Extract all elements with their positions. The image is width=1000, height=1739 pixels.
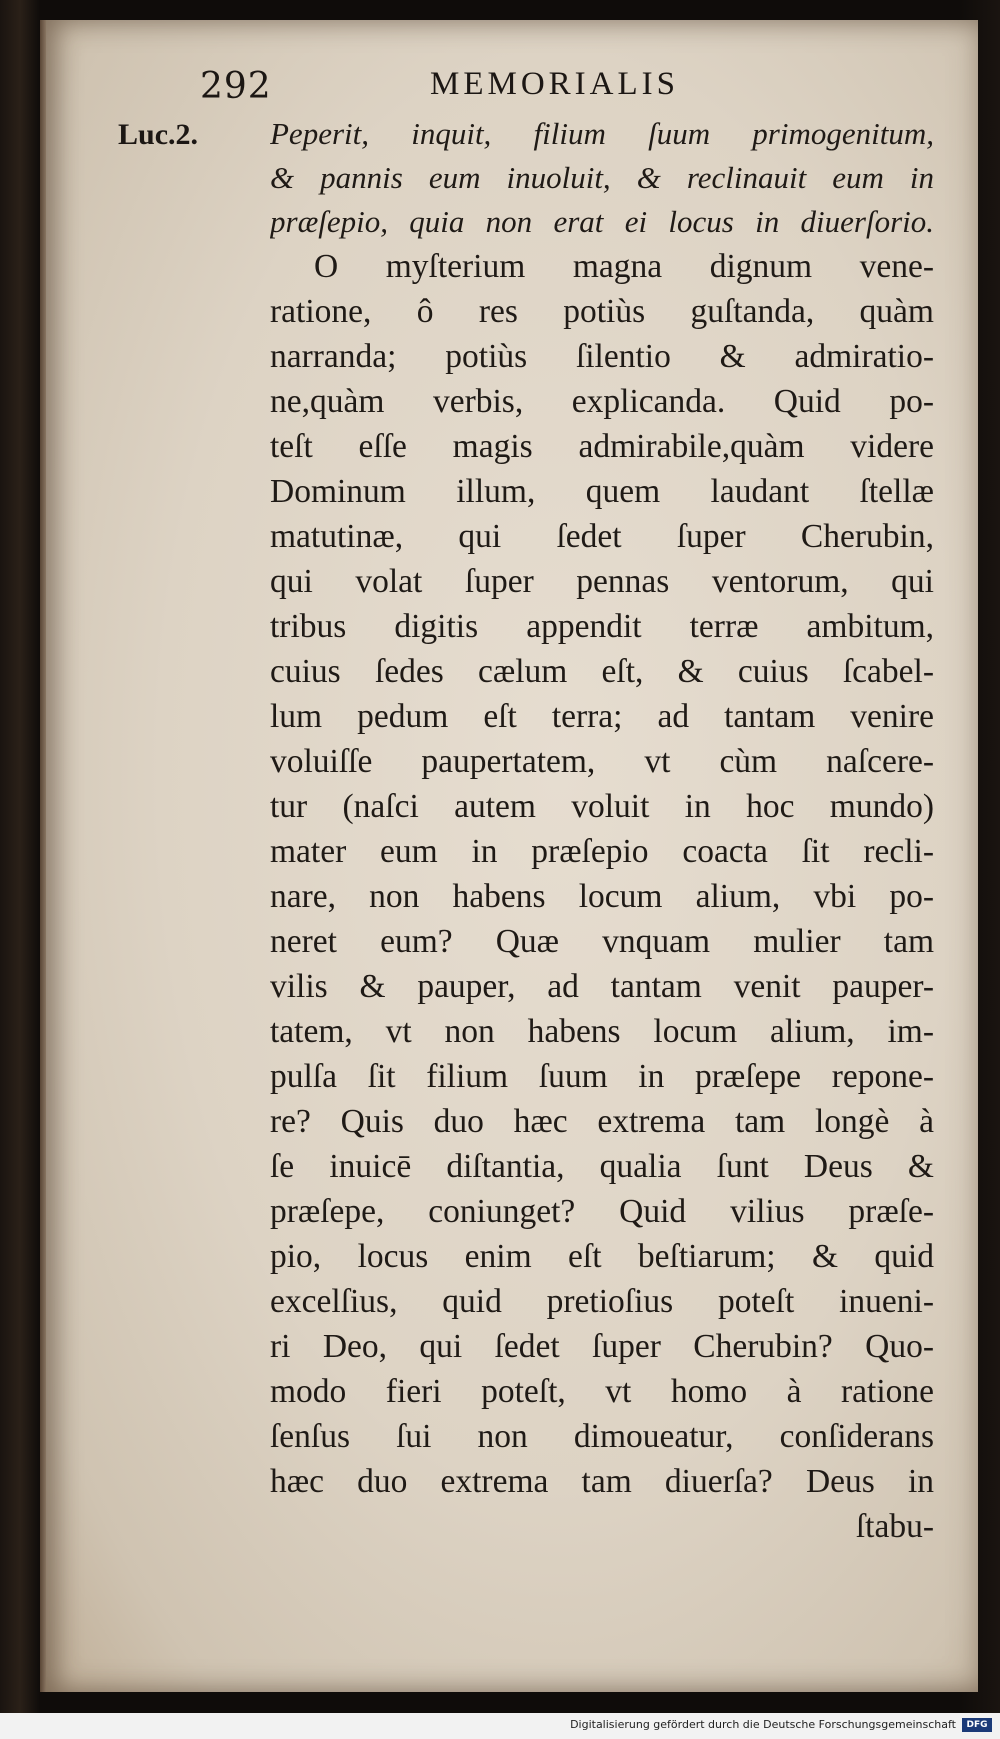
text-line: ri Deo, qui ſedet ſuper Cherubin? Quo- bbox=[270, 1328, 934, 1365]
running-title: MEMORIALIS bbox=[430, 66, 680, 102]
text-line: tribus digitis appendit terræ ambitum, bbox=[270, 608, 934, 645]
text-line: Dominum illum, quem laudant ſtellæ bbox=[270, 473, 934, 510]
text-line: hæc duo extrema tam diuerſa? Deus in bbox=[270, 1463, 934, 1500]
running-head bbox=[0, 66, 1000, 110]
text-line: matutinæ, qui ſedet ſuper Cherubin, bbox=[270, 518, 934, 555]
text-line: re? Quis duo hæc extrema tam longè à bbox=[270, 1103, 934, 1140]
text-line: mater eum in præſepio coacta ſit recli- bbox=[270, 833, 934, 870]
catchword: ſtabu- bbox=[855, 1508, 934, 1545]
text-line: præſepio, quia non erat ei locus in diuerſorio. bbox=[270, 204, 934, 239]
text-line: ratione, ô res potiùs guſtanda, quàm bbox=[270, 293, 934, 330]
text-line: tatem, vt non habens locum alium, im- bbox=[270, 1013, 934, 1050]
text-line: teſt eſſe magis admirabile,quàm videre bbox=[270, 428, 934, 465]
text-line: tur (naſci autem voluit in hoc mundo) bbox=[270, 788, 934, 825]
text-line: ne,quàm verbis, explicanda. Quid po- bbox=[270, 383, 934, 420]
text-line: vilis & pauper, ad tantam venit pauper- bbox=[270, 968, 934, 1005]
text-line: pulſa ſit filium ſuum in præſepe repone- bbox=[270, 1058, 934, 1095]
body-text bbox=[270, 112, 934, 1549]
text-line: voluiſſe paupertatem, vt cùm naſcere- bbox=[270, 743, 934, 780]
text-line: ſenſus ſui non dimoueatur, conſiderans bbox=[270, 1418, 934, 1455]
text-line: ſe inuicē diſtantia, qualia ſunt Deus & bbox=[270, 1148, 934, 1185]
text-line: & pannis eum inuoluit, & reclinauit eum in bbox=[270, 160, 934, 195]
text-line: cuius ſedes cælum eſt, & cuius ſcabel- bbox=[270, 653, 934, 690]
text-line: Peperit, inquit, filium ſuum primogenitum, bbox=[270, 116, 934, 151]
text-line: præſepe, coniunget? Quid vilius præſe- bbox=[270, 1193, 934, 1230]
footer-credit: Digitalisierung gefördert durch die Deutsche Forschungsgemeinschaft bbox=[570, 1718, 956, 1731]
text-line: narranda; potiùs ſilentio & admiratio- bbox=[270, 338, 934, 375]
text-line: pio, locus enim eſt beſtiarum; & quid bbox=[270, 1238, 934, 1275]
text-line: O myſterium magna dignum vene- bbox=[314, 248, 934, 285]
margin-note: Luc.2. bbox=[118, 118, 199, 151]
dfg-logo: DFG bbox=[962, 1718, 992, 1732]
footer-bar bbox=[0, 1713, 1000, 1739]
text-line: excelſius, quid pretioſius poteſt inueni- bbox=[270, 1283, 934, 1320]
text-line: modo fieri poteſt, vt homo à ratione bbox=[270, 1373, 934, 1410]
page-number: 292 bbox=[200, 66, 272, 107]
text-line: qui volat ſuper pennas ventorum, qui bbox=[270, 563, 934, 600]
text-line: neret eum? Quæ vnquam mulier tam bbox=[270, 923, 934, 960]
text-line: lum pedum eſt terra; ad tantam venire bbox=[270, 698, 934, 735]
text-line: nare, non habens locum alium, vbi po- bbox=[270, 878, 934, 915]
